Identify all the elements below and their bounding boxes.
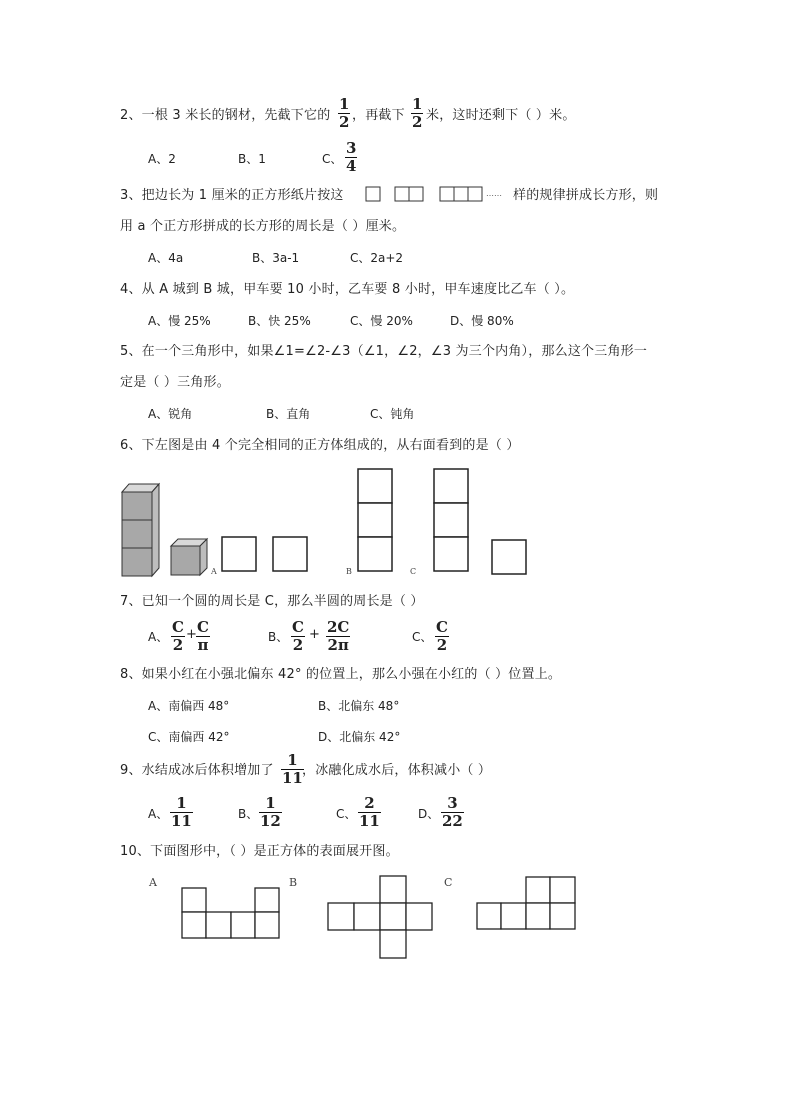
q8-text: 8、如果小红在小强北偏东 42° 的位置上，那么小强在小红的（ ）位置上。 <box>120 667 562 682</box>
q5-line-1: 5、在一个三角形中，如果∠1=∠2-∠3（∠1，∠2，∠3 为三个内角），那么这个三角形一 <box>120 344 648 359</box>
numerator: C <box>172 618 184 636</box>
q4-option-b[interactable]: B、快 25% <box>248 314 311 328</box>
q3-line-1-end: 样的规律拼成长方形，则 <box>513 188 659 203</box>
q9-option-d-label[interactable]: D、 <box>418 807 440 821</box>
denominator: 12 <box>260 812 281 830</box>
q7-option-b-label[interactable]: B、 <box>268 630 289 644</box>
numerator: C <box>197 618 209 636</box>
q10-option-c-label[interactable]: C <box>444 876 453 889</box>
q8-option-b[interactable]: B、北偏东 48° <box>318 699 400 713</box>
q2-option-c-label[interactable]: C、 <box>322 152 343 166</box>
q2-text-1: 2、一根 3 米长的钢材，先截下它的 <box>120 108 331 123</box>
q4-option-d[interactable]: D、慢 80% <box>450 314 514 328</box>
q4-option-a[interactable]: A、慢 25% <box>148 314 211 328</box>
q9-option-c-label[interactable]: C、 <box>336 807 357 821</box>
q2-option-b[interactable]: B、1 <box>238 152 266 166</box>
q3-option-b[interactable]: B、3a-1 <box>252 251 300 265</box>
q7-option-a-label[interactable]: A、 <box>148 630 169 644</box>
q3-ellipsis: …… <box>486 189 502 198</box>
q3-option-c[interactable]: C、2a+2 <box>350 251 404 265</box>
q5-option-c[interactable]: C、钝角 <box>370 407 415 421</box>
numerator: 2C <box>327 618 350 636</box>
q9-option-b-label[interactable]: B、 <box>238 807 259 821</box>
denominator: 2π <box>327 636 349 654</box>
q4-option-c[interactable]: C、慢 20% <box>350 314 413 328</box>
numerator: 1 <box>412 95 423 113</box>
q2-text-3: 米，这时还剩下（ ）米。 <box>426 108 576 123</box>
denominator: 2 <box>339 113 350 131</box>
q9-text-1: 9、水结成冰后体积增加了 <box>120 763 274 778</box>
denominator: 11 <box>171 812 192 830</box>
q4-text: 4、从 A 城到 B 城，甲车要 10 小时，乙车要 8 小时，甲车速度比乙车（ ）。 <box>120 282 575 297</box>
numerator: C <box>436 618 448 636</box>
q7-option-b-plus: + <box>309 627 320 642</box>
q2-option-a[interactable]: A、2 <box>148 152 176 166</box>
q10-net-c <box>477 877 575 929</box>
q9-option-a-label[interactable]: A、 <box>148 807 169 821</box>
q10-net-b <box>328 876 432 958</box>
numerator: 2 <box>364 794 375 812</box>
denominator: 2 <box>412 113 423 131</box>
numerator: 3 <box>346 139 357 157</box>
denominator: 2 <box>172 636 184 654</box>
q6-text: 6、下左图是由 4 个完全相同的正方体组成的，从右面看到的是（ ） <box>120 438 520 453</box>
numerator: 1 <box>265 794 276 812</box>
numerator: 1 <box>339 95 350 113</box>
q7-option-a-plus: + <box>186 627 197 642</box>
q3-option-a[interactable]: A、4a <box>148 251 184 265</box>
q7-text: 7、已知一个圆的周长是 C，那么半圆的周长是（ ） <box>120 594 424 609</box>
denominator: π <box>197 636 209 654</box>
q2-text-2: ，再截下 <box>352 108 405 123</box>
denominator: 11 <box>359 812 380 830</box>
q10-text: 10、下面图形中，（ ）是正方体的表面展开图。 <box>120 844 399 859</box>
q7-option-c-label[interactable]: C、 <box>412 630 433 644</box>
q8-option-d[interactable]: D、北偏东 42° <box>318 730 401 744</box>
q10-option-b-label[interactable]: B <box>289 876 298 889</box>
q10-net-a <box>182 888 279 938</box>
q6-option-c-label[interactable]: C <box>410 567 417 576</box>
q8-option-c[interactable]: C、南偏西 42° <box>148 730 230 744</box>
q5-line-2: 定是（ ）三角形。 <box>120 375 230 390</box>
q10-option-a-label[interactable]: A <box>149 876 157 889</box>
numerator: 3 <box>447 794 458 812</box>
q6-option-a-label[interactable]: A <box>211 567 217 576</box>
denominator: 2 <box>436 636 448 654</box>
q5-option-a[interactable]: A、锐角 <box>148 407 193 421</box>
denominator: 22 <box>442 812 463 830</box>
denominator: 11 <box>282 769 303 787</box>
numerator: C <box>292 618 304 636</box>
denominator: 2 <box>292 636 304 654</box>
q6-option-b-label[interactable]: B <box>346 567 352 576</box>
numerator: 1 <box>287 751 298 769</box>
q8-option-a[interactable]: A、南偏西 48° <box>148 699 230 713</box>
q3-line-1: 3、把边长为 1 厘米的正方形纸片按这 <box>120 188 344 203</box>
numerator: 1 <box>176 794 187 812</box>
q3-line-2: 用 a 个正方形拼成的长方形的周长是（ ）厘米。 <box>120 219 406 234</box>
q5-option-b[interactable]: B、直角 <box>266 407 311 421</box>
denominator: 4 <box>346 157 357 175</box>
q9-text-2: ，冰融化成水后，体积减小（ ） <box>302 763 492 778</box>
